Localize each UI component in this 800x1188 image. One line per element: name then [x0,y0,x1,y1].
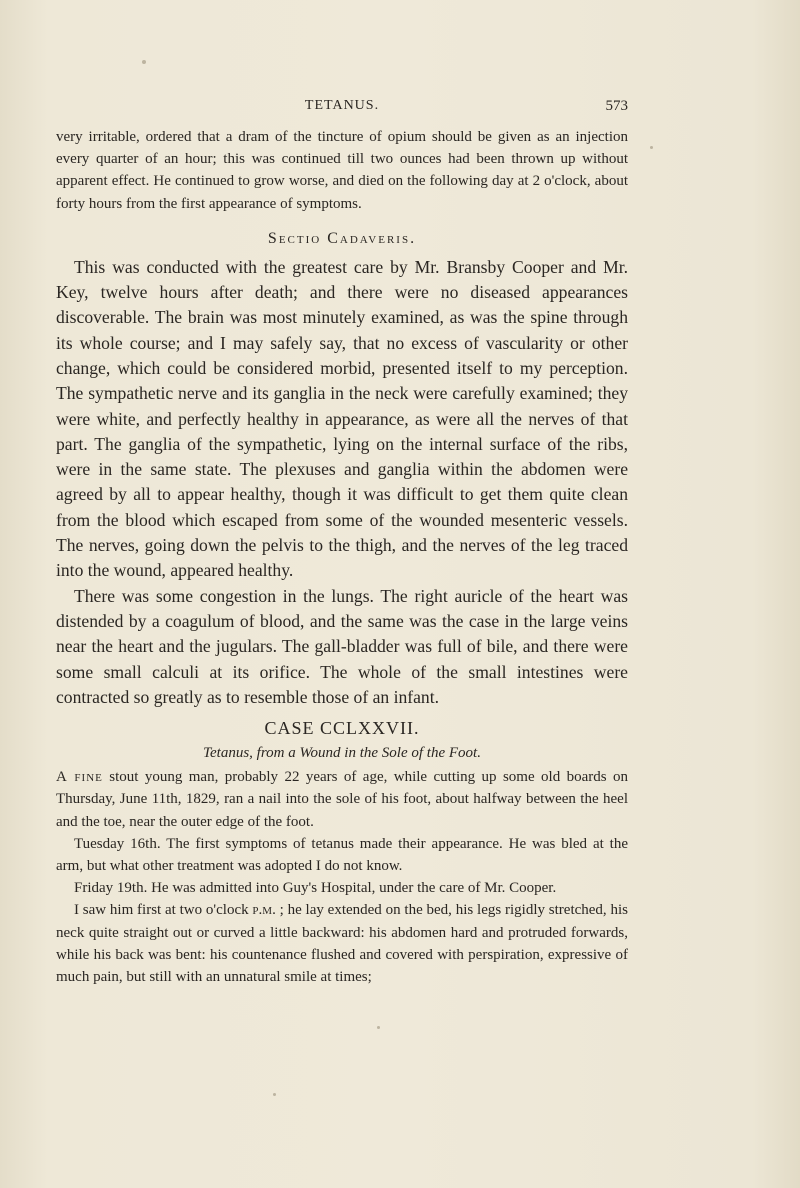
running-head: TETANUS. [304,98,380,113]
findings-paragraph: There was some congestion in the lungs. The right auricle of the heart was distended by a coagulum of blood, and the same was the case in the large veins near the heart and the jugulars. The gall-bladder was full of bile, and there were some small calculi at its orifice. The whole of the small intestines were contracted so greatly as to resemble those of an infant. [56,585,628,707]
paper-speck [377,1026,380,1029]
examination-text-start: I saw him first at two o'clock [74,902,253,919]
case-heading: CASE CCLXXVII. [264,718,420,739]
paper-speck [142,60,146,64]
paper-speck [273,1093,276,1096]
page-body [56,126,628,988]
autopsy-paragraph: This was conducted with the greatest care by Mr. Bransby Cooper and Mr. Key, twelve hours after death; and there were no diseased appearances discoverable. The brain was most minutely examined, as was the spine through its whole course; and I may safely say, that no excess of vascularity or other change, which could be considered morbid, presented itself to my perception. The sympathetic nerve and its ganglia in the neck were carefully examined; they were white, and perfectly healthy in appearance, as were all the nerves of that part. The ganglia of the sympathetic, lying on the internal surface of the ribs, were in the same state. The plexuses and ganglia within the abdomen were agreed by all to appear healthy, though it was difficult to get them quite clean from the blood which escaped from some of the wounded mesenteric vessels. The nerves, going down the pelvis to the thigh, and the nerves of the leg traced into the wound, appeared healthy. [56,256,628,581]
intro-paragraph: very irritable, ordered that a dram of the tincture of opium should be given as an injection every quarter of an hour; this was continued till two ounces had been thrown up without apparent effect. He continued to grow worse, and died on the following day at 2 o'clock, about forty hours from the first appearance of symptoms. [56,129,628,212]
examination-text-end: ; he lay extended on the bed, his legs rigidly stretched, his neck quite straight out or curved a little backward: his abdomen hard and protruded forwards, while his back was bent: his countenance flushed and covered with perspiration, expressive of much pain, but still with an unnatural smile at times; [56,902,628,985]
friday-paragraph: Friday 19th. He was admitted into Guy's Hospital, under the care of Mr. Cooper. [74,880,557,897]
page-number: 573 [605,98,628,114]
section-heading: Sectio Cadaveris. [267,229,417,247]
paper-speck [650,146,653,149]
pm-abbreviation: p.m. [252,902,276,919]
case-subtitle: Tetanus, from a Wound in the Sole of the Foot. [203,745,481,762]
case-opening-text: stout young man, probably 22 years of age, while cutting up some old boards on Thursday, June 11th, 1829, ran a nail into the sole of his foot, about halfway between the heel and the toe, near the outer edge of the foot. [56,769,628,830]
page-header [56,98,628,118]
case-opening-paragraph [56,766,628,833]
tuesday-paragraph: Tuesday 16th. The first symptoms of tetanus made their appearance. He was bled at the arm, but what other treatment was adopted I do not know. [56,835,628,874]
case-lead-words: A fine [56,769,103,786]
examination-paragraph [56,899,628,988]
